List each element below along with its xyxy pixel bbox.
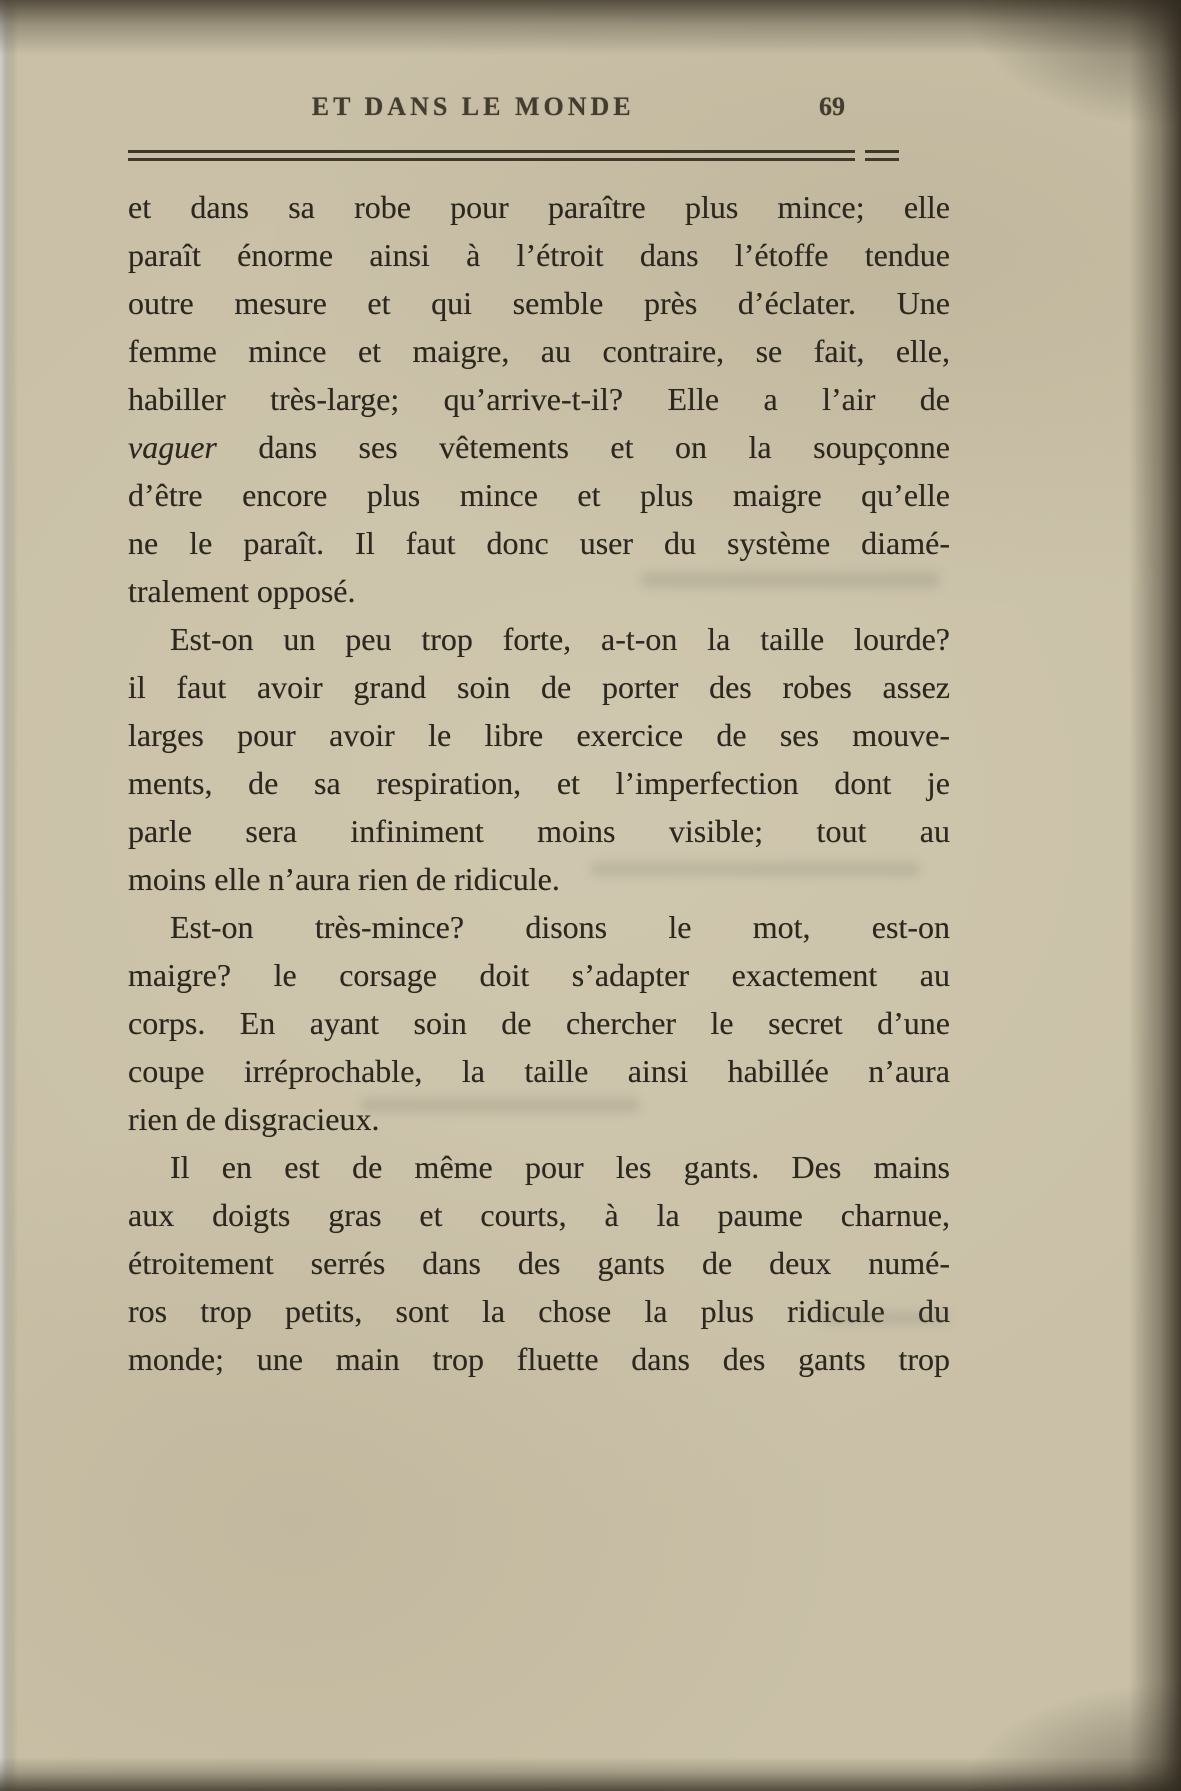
text-segment: ros trop petits, sont la chose la plus ridicule du: [128, 1293, 950, 1329]
text-line: [128, 759, 950, 807]
text-line: [128, 231, 950, 279]
text-segment: Il en est de même pour les gants. Des mains: [170, 1149, 950, 1185]
text-line: [128, 423, 950, 471]
text-line: [128, 951, 950, 999]
text-line: [128, 567, 950, 615]
text-segment: monde; une main trop fluette dans des gants trop: [128, 1341, 950, 1377]
text-segment: moins elle n’aura rien de ridicule.: [128, 861, 560, 897]
text-line: [128, 1287, 950, 1335]
text-line: [128, 471, 950, 519]
text-segment: ne le paraît. Il faut donc user du système diamé-: [128, 525, 950, 561]
text-line: [128, 1239, 950, 1287]
text-segment: tralement opposé.: [128, 573, 356, 609]
text-line: [128, 519, 950, 567]
text-line: [128, 327, 950, 375]
text-line: [128, 183, 950, 231]
text-segment: larges pour avoir le libre exercice de ses mouve-: [128, 717, 950, 753]
header-rule-main: [128, 150, 855, 161]
italic-text-segment: vaguer: [128, 429, 217, 465]
text-line: [128, 1335, 950, 1383]
text-line: [128, 999, 950, 1047]
paragraph: [128, 183, 950, 615]
scan-corner-bottom-right: [961, 1681, 1181, 1791]
text-segment: étroitement serrés dans des gants de deux numé-: [128, 1245, 950, 1281]
text-segment: Est-on très-mince? disons le mot, est-on: [170, 909, 950, 945]
text-segment: paraît énorme ainsi à l’étroit dans l’étoffe tendue: [128, 237, 950, 273]
text-segment: ments, de sa respiration, et l’imperfection dont je: [128, 765, 950, 801]
text-line: [128, 711, 950, 759]
text-segment: d’être encore plus mince et plus maigre qu’elle: [128, 477, 950, 513]
page-number: 69: [819, 92, 845, 121]
text-line: [128, 903, 950, 951]
running-title: ET DANS LE MONDE: [311, 92, 635, 121]
text-segment: il faut avoir grand soin de porter des robes assez: [128, 669, 950, 705]
scan-edge-bottom: [0, 1757, 1181, 1791]
text-segment: rien de disgracieux.: [128, 1101, 380, 1137]
header-rule: [128, 150, 950, 161]
text-line: [128, 615, 950, 663]
page-header: [128, 92, 950, 124]
text-segment: corps. En ayant soin de chercher le secret d’une: [128, 1005, 950, 1041]
page-body: [128, 183, 950, 1383]
text-line: [128, 1095, 950, 1143]
text-segment: et dans sa robe pour paraître plus mince; elle: [128, 189, 950, 225]
text-line: [128, 375, 950, 423]
text-line: [128, 855, 950, 903]
text-line: [128, 1191, 950, 1239]
text-line: [128, 1047, 950, 1095]
text-segment: aux doigts gras et courts, à la paume charnue,: [128, 1197, 950, 1233]
text-segment: coupe irréprochable, la taille ainsi habillée n’aura: [128, 1053, 950, 1089]
text-line: [128, 663, 950, 711]
text-segment: femme mince et maigre, au contraire, se fait, elle,: [128, 333, 950, 369]
header-rule-dash: [865, 150, 899, 161]
paragraph: [128, 1143, 950, 1383]
text-line: [128, 1143, 950, 1191]
text-segment: maigre? le corsage doit s’adapter exactement au: [128, 957, 950, 993]
text-segment: outre mesure et qui semble près d’éclater. Une: [128, 285, 950, 321]
text-segment: habiller très-large; qu’arrive-t-il? Elle a l’air de: [128, 381, 950, 417]
text-segment: dans ses vêtements et on la soupçonne: [216, 429, 950, 465]
paragraph: [128, 615, 950, 903]
paragraph: [128, 903, 950, 1143]
text-line: [128, 807, 950, 855]
text-line: [128, 279, 950, 327]
text-segment: Est-on un peu trop forte, a-t-on la taille lourde?: [170, 621, 950, 657]
text-segment: parle sera infiniment moins visible; tout au: [128, 813, 950, 849]
